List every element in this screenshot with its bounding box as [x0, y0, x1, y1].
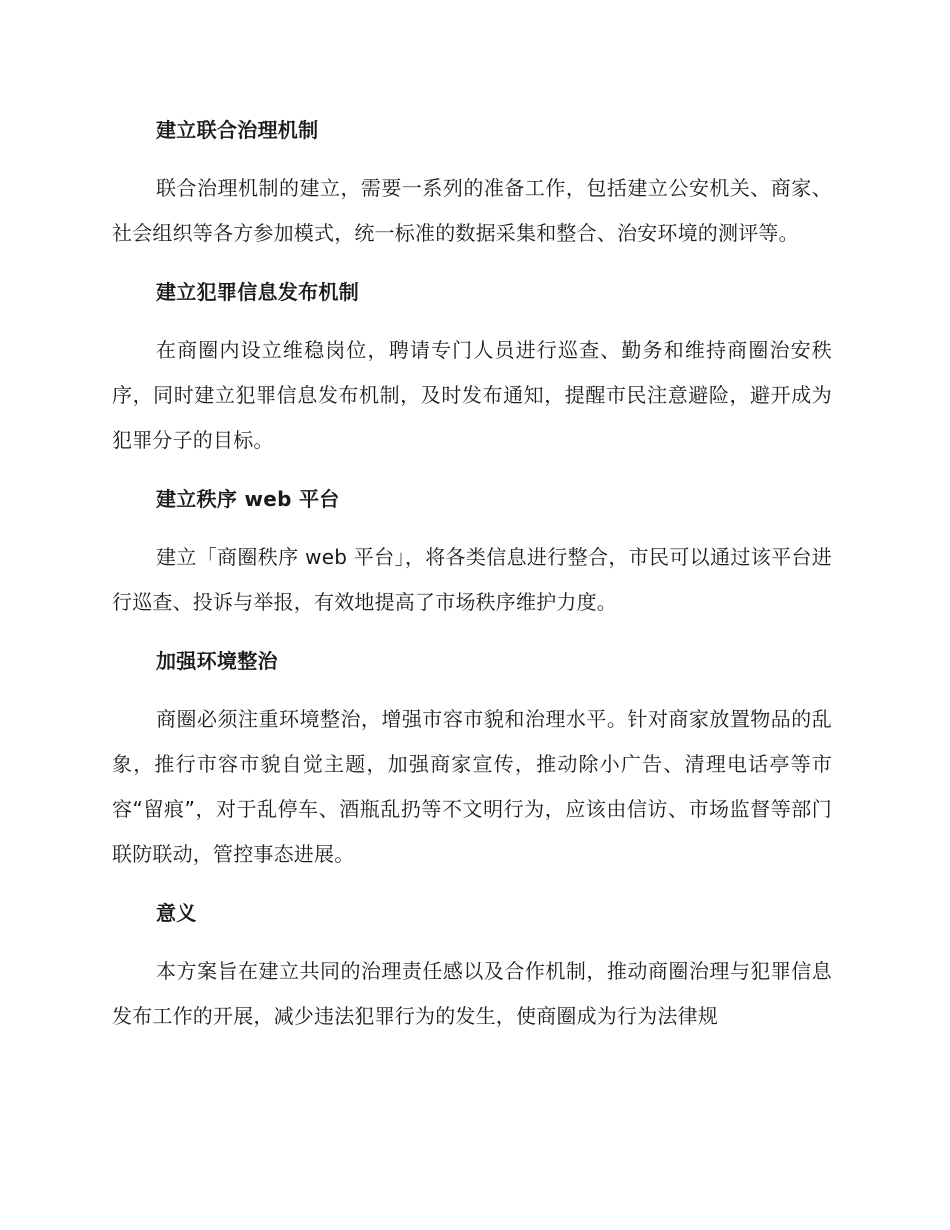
section-joint-governance [112, 108, 832, 256]
section-heading: 加强环境整治 [156, 649, 278, 673]
section-heading: 建立犯罪信息发布机制 [156, 280, 359, 304]
section-heading: 建立秩序 web 平台 [156, 487, 340, 511]
section-environment [112, 639, 832, 877]
section-crime-info-release [112, 270, 832, 463]
document-body [112, 108, 832, 1039]
section-paragraph: 在商圈内设立维稳岗位，聘请专门人员进行巡查、勤务和维持商圈治安秩序，同时建立犯罪信息发布机制，及时发布通知，提醒市民注意避险，避开成为犯罪分子的目标。 [112, 338, 832, 452]
section-paragraph: 本方案旨在建立共同的治理责任感以及合作机制，推动商圈治理与犯罪信息发布工作的开展，减少违法犯罪行为的发生，使商圈成为行为法律规 [112, 959, 832, 1028]
section-paragraph: 建立「商圈秩序 web 平台」，将各类信息进行整合，市民可以通过该平台进行巡查、投诉与举报，有效地提高了市场秩序维护力度。 [112, 545, 832, 614]
section-heading: 意义 [156, 901, 197, 925]
section-significance [112, 891, 832, 1039]
section-paragraph: 商圈必须注重环境整治，增强市容市貌和治理水平。针对商家放置物品的乱象，推行市容市貌自觉主题，加强商家宣传，推动除小广告、清理电话亭等市容“留痕”，对于乱停车、酒瓶乱扔等不文明行为，应该由信访、市场监督等部门联防联动，管控事态进展。 [112, 707, 832, 866]
section-web-platform [112, 477, 832, 625]
section-paragraph: 联合治理机制的建立，需要一系列的准备工作，包括建立公安机关、商家、社会组织等各方参加模式，统一标准的数据采集和整合、治安环境的测评等。 [112, 176, 832, 245]
section-heading: 建立联合治理机制 [156, 118, 319, 142]
